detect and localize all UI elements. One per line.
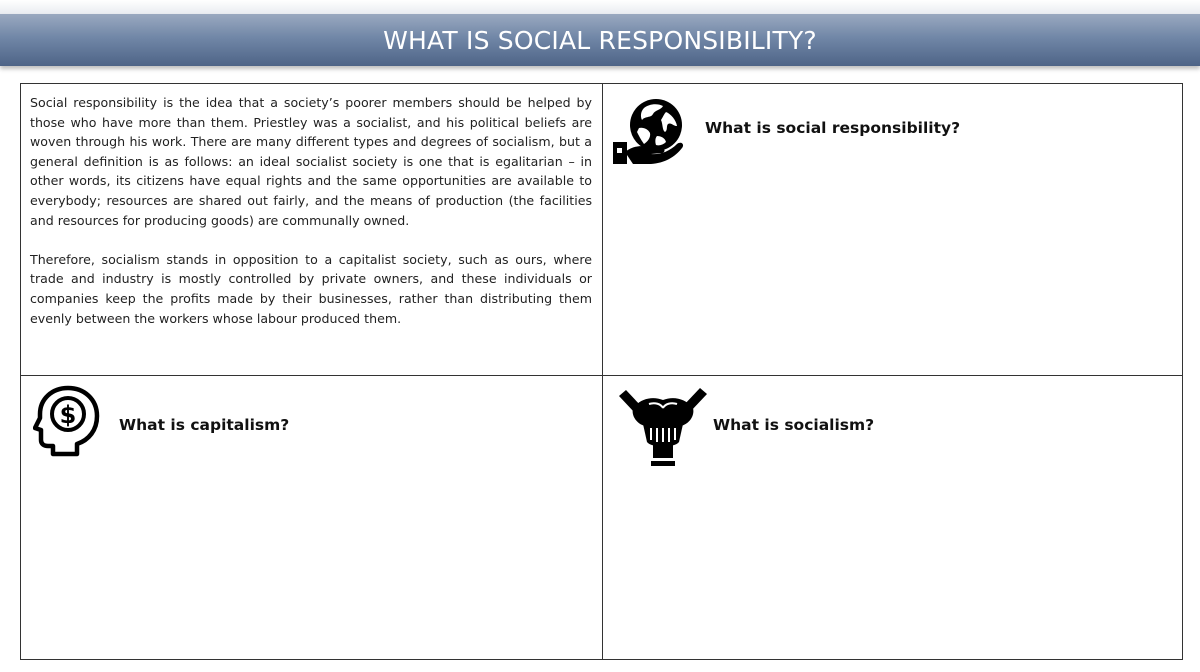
question-socialism: What is socialism? bbox=[713, 416, 875, 434]
joined-hands-icon bbox=[617, 384, 709, 473]
social-responsibility-panel[interactable] bbox=[603, 84, 1182, 376]
socialism-panel[interactable] bbox=[603, 376, 1182, 659]
globe-in-hand-icon bbox=[611, 96, 691, 171]
title-banner bbox=[0, 14, 1200, 66]
page-top-edge bbox=[0, 0, 1200, 14]
intro-paragraph-2: Therefore, socialism stands in opposition to a capitalist society, such as ours, where trade and industry is mostly controlled by private owners, and these individuals or companies keep the profits made by their businesses, rather than distributing them evenly between the workers whose labour produced them. bbox=[30, 251, 592, 326]
intro-paragraph-1: Social responsibility is the idea that a society’s poorer members should be helped by those who have more than them. Priestley was a socialist, and his political beliefs are woven through his work. There are many different types and degrees of socialism, but a general definition is as follows: an ideal socialist society is one that is egalitarian – in other words, its citizens have equal rights and the same opportunities are available to everybody; resources are shared out fairly, and the means of production (the facilities and resources for producing goods) are communally owned. bbox=[30, 95, 592, 228]
capitalism-panel[interactable] bbox=[21, 376, 603, 659]
dollar-head-icon bbox=[33, 384, 107, 465]
intro-panel bbox=[21, 84, 603, 376]
question-capitalism: What is capitalism? bbox=[119, 416, 290, 434]
page-title: WHAT IS SOCIAL RESPONSIBILITY? bbox=[383, 25, 817, 55]
worksheet-grid bbox=[20, 83, 1183, 660]
intro-text bbox=[30, 93, 592, 328]
question-social-responsibility: What is social responsibility? bbox=[705, 119, 961, 137]
svg-text:$: $ bbox=[59, 401, 77, 429]
